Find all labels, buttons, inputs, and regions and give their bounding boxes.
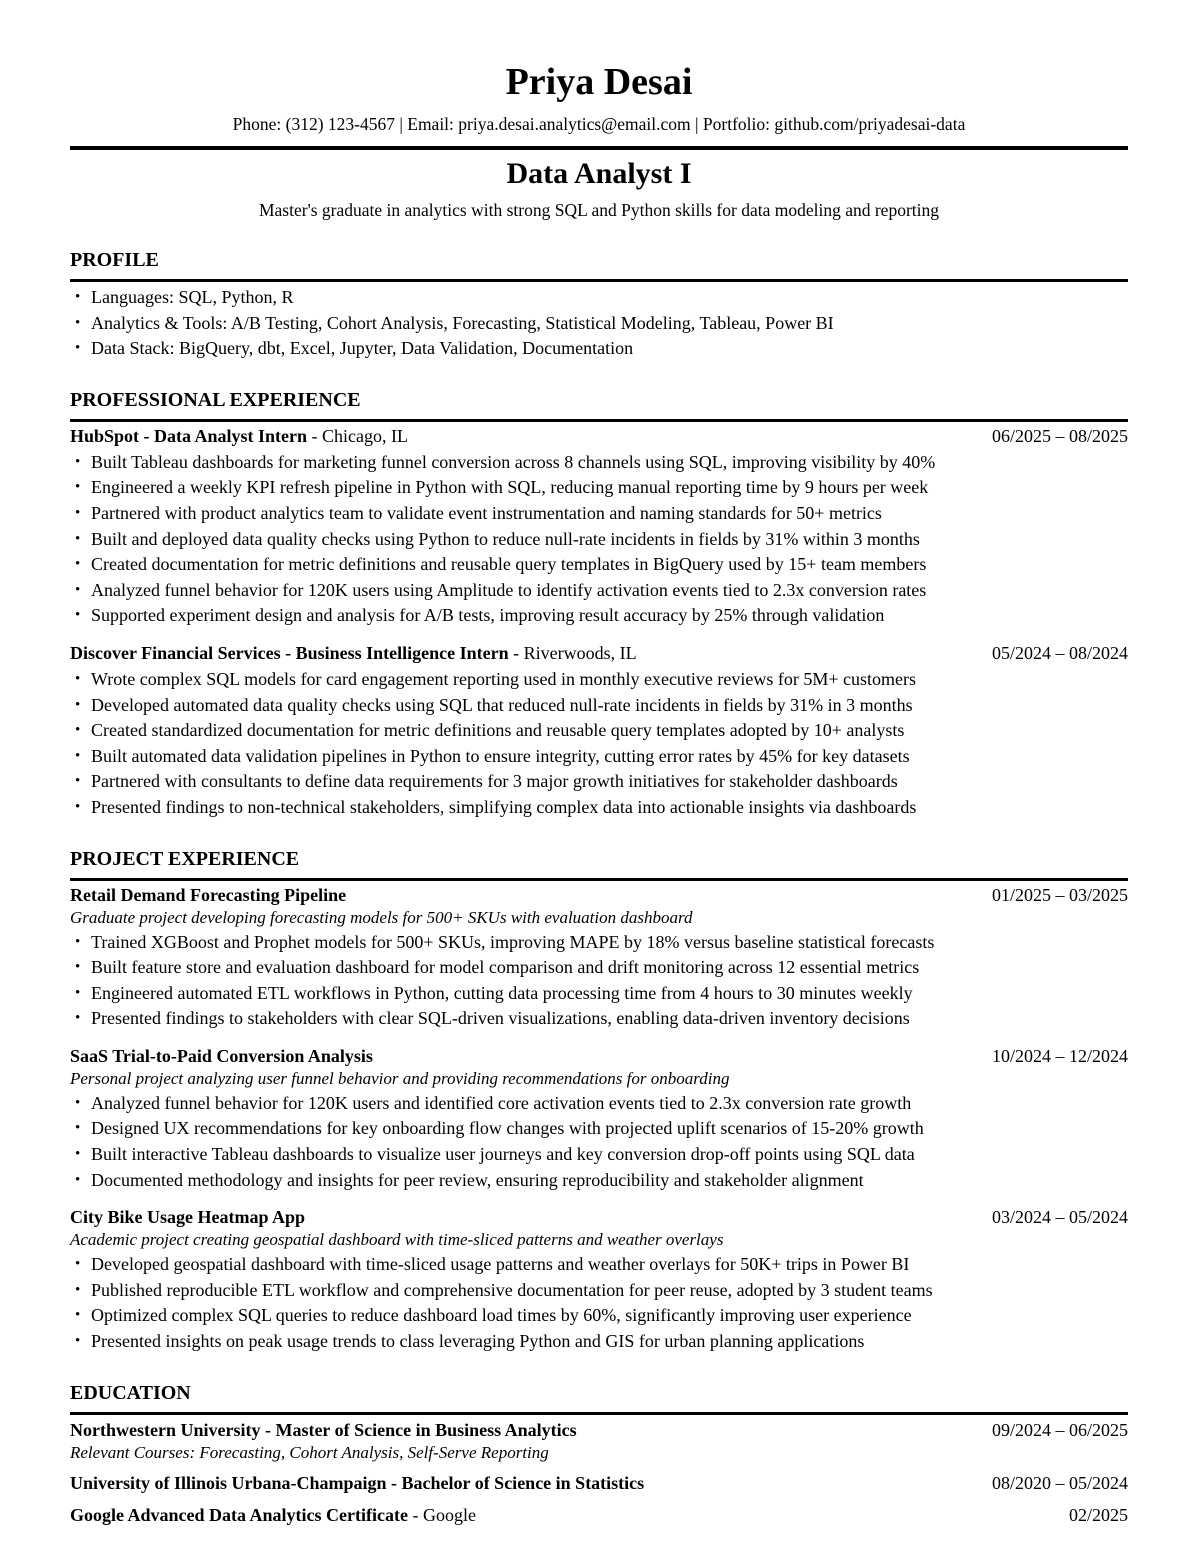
- job-title: [70, 425, 408, 448]
- project-header: [70, 884, 1128, 907]
- profile-bullet: • Languages: SQL, Python, R: [70, 285, 1128, 311]
- edu-title: [70, 1472, 644, 1495]
- job-location: - Chicago, IL: [307, 425, 409, 446]
- job-bullet: • Built Tableau dashboards for marketing funnel conversion across 8 channels using SQL, improving visibility by 40%: [70, 450, 1128, 476]
- edu-entry-northwestern: [70, 1419, 1128, 1463]
- project-bullet-list: [70, 1252, 1128, 1354]
- project-dates: 03/2024 – 05/2024: [991, 1207, 1128, 1228]
- job-title-bold: HubSpot - Data Analyst Intern: [70, 425, 308, 446]
- project-bullet: • Built feature store and evaluation dashboard for model comparison and drift monitoring across 12 essential metrics: [70, 955, 1128, 981]
- section-experience: [70, 388, 1128, 821]
- job-header: [70, 425, 1128, 448]
- edu-title: [70, 1504, 476, 1527]
- project-bullet-list: [70, 930, 1128, 1032]
- job-dates: 06/2025 – 08/2025: [991, 425, 1128, 446]
- resume-header: [70, 60, 1128, 222]
- project-entry-retail-forecasting: [70, 884, 1128, 1032]
- edu-header: [70, 1419, 1128, 1442]
- project-header: [70, 1045, 1128, 1068]
- project-title: SaaS Trial-to-Paid Conversion Analysis: [70, 1045, 373, 1066]
- project-bullet: • Optimized complex SQL queries to reduce dashboard load times by 60%, significantly improving user experience: [70, 1303, 1128, 1329]
- section-projects: [70, 847, 1128, 1355]
- header-divider: [70, 146, 1128, 150]
- projects-heading: PROJECT EXPERIENCE: [70, 847, 300, 870]
- experience-divider: [70, 419, 1128, 422]
- summary-line: Master's graduate in analytics with strong SQL and Python skills for data modeling and reporting: [258, 200, 940, 220]
- job-entry-hubspot: [70, 425, 1128, 629]
- edu-dates: 02/2025: [1068, 1504, 1128, 1525]
- project-bullet: • Presented insights on peak usage trends to class leveraging Python and GIS for urban planning applications: [70, 1329, 1128, 1355]
- project-bullet-list: [70, 1091, 1128, 1193]
- edu-entry-google-cert: [70, 1504, 1128, 1527]
- project-subtitle: Personal project analyzing user funnel behavior and providing recommendations for onboarding: [70, 1068, 730, 1088]
- job-bullet: • Built automated data validation pipelines in Python to ensure integrity, cutting error rates by 45% for key datasets: [70, 744, 1128, 770]
- project-bullet: • Analyzed funnel behavior for 120K users and identified core activation events tied to 2.3x conversion rate growth: [70, 1091, 1128, 1117]
- edu-title: [70, 1419, 577, 1442]
- section-education: [70, 1381, 1128, 1527]
- job-title-bold: Discover Financial Services - Business Intelligence Intern: [70, 642, 509, 663]
- job-bullet: • Developed automated data quality checks using SQL that reduced null-rate incidents in fields by 31% in 3 months: [70, 693, 1128, 719]
- job-bullet: • Built and deployed data quality checks using Python to reduce null-rate incidents in fields by 31% within 3 months: [70, 527, 1128, 553]
- section-profile: [70, 248, 1128, 362]
- project-dates: 10/2024 – 12/2024: [991, 1045, 1128, 1066]
- job-bullet: • Supported experiment design and analysis for A/B tests, improving result accuracy by 25% through validation: [70, 603, 1128, 629]
- experience-heading: PROFESSIONAL EXPERIENCE: [70, 388, 361, 411]
- profile-divider: [70, 279, 1128, 282]
- project-bullet: • Built interactive Tableau dashboards to visualize user journeys and key conversion drop-off points using SQL data: [70, 1142, 1128, 1168]
- job-header: [70, 642, 1128, 665]
- project-bullet: • Presented findings to stakeholders with clear SQL-driven visualizations, enabling data-driven inventory decisions: [70, 1006, 1128, 1032]
- job-title: [70, 642, 637, 665]
- job-bullet: • Partnered with product analytics team to validate event instrumentation and naming standards for 50+ metrics: [70, 501, 1128, 527]
- education-divider: [70, 1412, 1128, 1415]
- project-dates: 01/2025 – 03/2025: [991, 884, 1128, 905]
- project-title: Retail Demand Forecasting Pipeline: [70, 884, 347, 905]
- job-bullet: • Analyzed funnel behavior for 120K users using Amplitude to identify activation events tied to 2.3x conversion rates: [70, 578, 1128, 604]
- project-subtitle: Graduate project developing forecasting models for 500+ SKUs with evaluation dashboard: [70, 907, 693, 927]
- edu-title-bold: Google Advanced Data Analytics Certificate: [70, 1504, 408, 1525]
- profile-heading: PROFILE: [70, 249, 159, 271]
- edu-relevant-courses: Relevant Courses: Forecasting, Cohort Analysis, Self-Serve Reporting: [70, 1442, 549, 1462]
- profile-bullet: • Analytics & Tools: A/B Testing, Cohort Analysis, Forecasting, Statistical Modeling, Tableau, Power BI: [70, 311, 1128, 337]
- target-role-title: Data Analyst I: [506, 157, 692, 190]
- project-bullet: • Published reproducible ETL workflow and comprehensive documentation for peer reuse, adopted by 3 student teams: [70, 1278, 1128, 1304]
- job-bullet: • Created standardized documentation for metric definitions and reusable query templates adopted by 10+ analysts: [70, 718, 1128, 744]
- project-bullet: • Developed geospatial dashboard with time-sliced usage patterns and weather overlays for 50K+ trips in Power BI: [70, 1252, 1128, 1278]
- edu-entry-uiuc: [70, 1472, 1128, 1495]
- edu-dates: 08/2020 – 05/2024: [991, 1472, 1128, 1493]
- contact-line: Phone: (312) 123-4567 | Email: priya.desai.analytics@email.com | Portfolio: github.com/priyadesai-data: [232, 114, 966, 134]
- project-entry-city-bike: [70, 1206, 1128, 1354]
- profile-bullet-list: [70, 285, 1128, 362]
- edu-header: [70, 1472, 1128, 1495]
- project-bullet: • Designed UX recommendations for key onboarding flow changes with projected uplift scenarios of 15-20% growth: [70, 1116, 1128, 1142]
- job-entry-discover: [70, 642, 1128, 821]
- job-bullet: • Partnered with consultants to define data requirements for 3 major growth initiatives for stakeholder dashboards: [70, 769, 1128, 795]
- project-bullet: • Documented methodology and insights for peer review, ensuring reproducibility and stakeholder alignment: [70, 1168, 1128, 1194]
- project-bullet: • Engineered automated ETL workflows in Python, cutting data processing time from 4 hours to 30 minutes weekly: [70, 981, 1128, 1007]
- edu-header: [70, 1504, 1128, 1527]
- edu-title-bold: Northwestern University - Master of Science in Business Analytics: [70, 1419, 577, 1440]
- job-bullet: • Created documentation for metric definitions and reusable query templates in BigQuery used by 15+ team members: [70, 552, 1128, 578]
- project-header: [70, 1206, 1128, 1229]
- job-bullet-list: [70, 667, 1128, 821]
- job-bullet: • Presented findings to non-technical stakeholders, simplifying complex data into actionable insights via dashboards: [70, 795, 1128, 821]
- profile-bullet: • Data Stack: BigQuery, dbt, Excel, Jupyter, Data Validation, Documentation: [70, 336, 1128, 362]
- project-bullet: • Trained XGBoost and Prophet models for 500+ SKUs, improving MAPE by 18% versus baseline statistical forecasts: [70, 930, 1128, 956]
- job-bullet: • Engineered a weekly KPI refresh pipeline in Python with SQL, reducing manual reporting time by 9 hours per week: [70, 475, 1128, 501]
- edu-title-rest: - Google: [407, 1504, 476, 1525]
- edu-dates: 09/2024 – 06/2025: [991, 1419, 1128, 1440]
- job-bullet: • Wrote complex SQL models for card engagement reporting used in monthly executive reviews for 5M+ customers: [70, 667, 1128, 693]
- projects-divider: [70, 878, 1128, 881]
- job-location: - Riverwoods, IL: [508, 642, 637, 663]
- job-bullet-list: [70, 450, 1128, 629]
- edu-title-bold: University of Illinois Urbana-Champaign - Bachelor of Science in Statistics: [70, 1472, 645, 1493]
- job-dates: 05/2024 – 08/2024: [991, 642, 1128, 663]
- project-title: City Bike Usage Heatmap App: [70, 1207, 306, 1228]
- project-subtitle: Academic project creating geospatial dashboard with time-sliced patterns and weather overlays: [70, 1230, 724, 1250]
- education-heading: EDUCATION: [70, 1381, 191, 1404]
- project-entry-saas-conversion: [70, 1045, 1128, 1193]
- candidate-name: Priya Desai: [505, 61, 693, 103]
